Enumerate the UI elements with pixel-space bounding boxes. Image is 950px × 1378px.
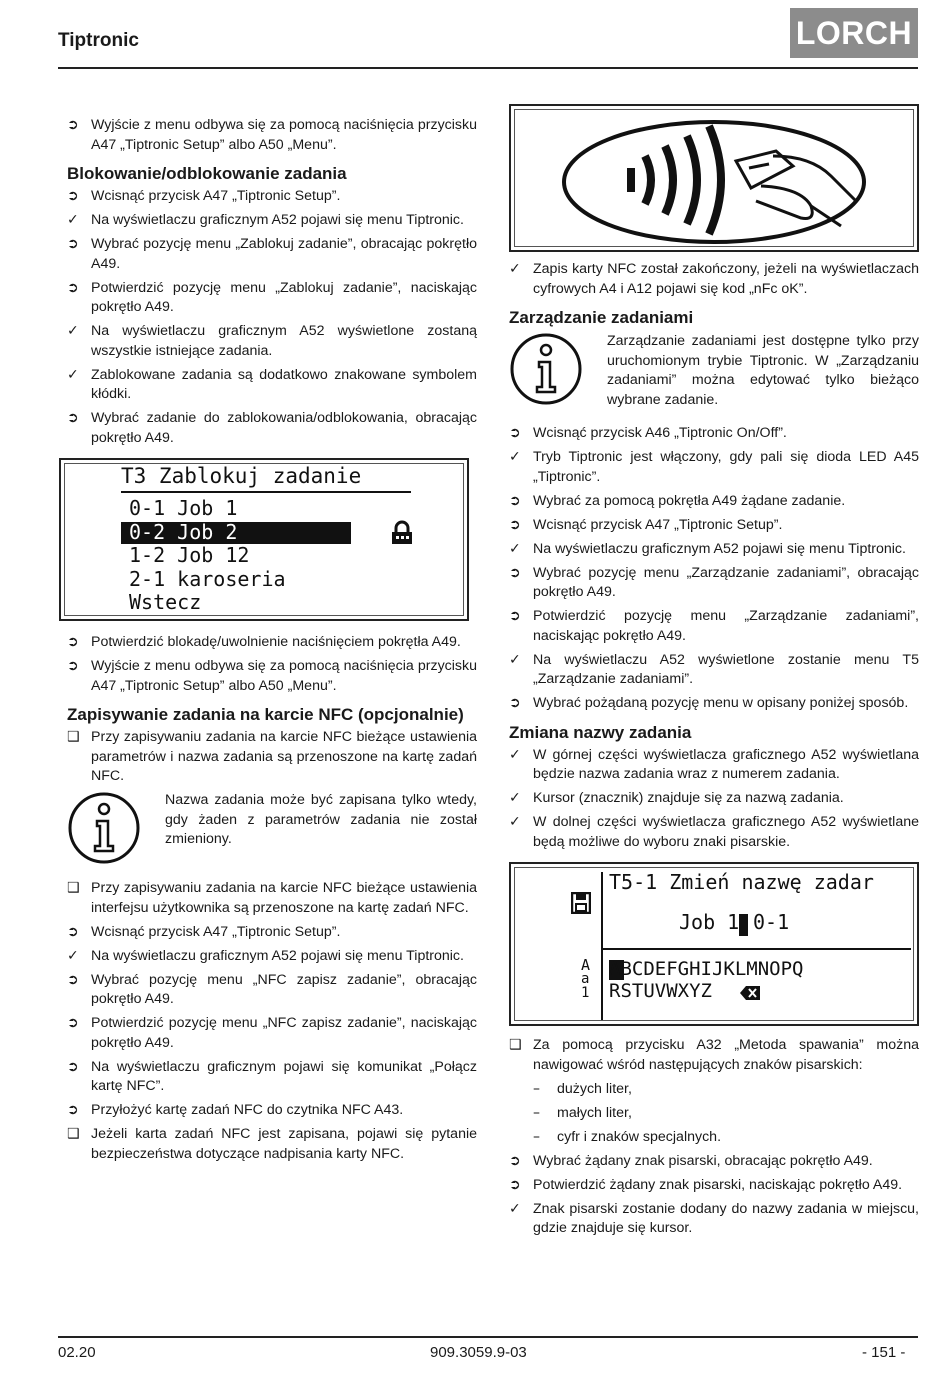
checkmark-icon: ✓ (67, 212, 79, 228)
list-item-text: Wybrać zadanie do zablokowania/odblokowania, obracając pokrętło A49. (91, 410, 477, 446)
info-icon (509, 332, 583, 406)
list-item-text: dużych liter, (557, 1080, 632, 1097)
list-item (509, 424, 919, 444)
step-list (509, 260, 919, 299)
list-item-text: Znak pisarski zostanie dodany do nazwy zadania w miejscu, gdzie znajduje się kursor. (533, 1200, 919, 1236)
list-item-text: Kursor (znacznik) znajduje się za nazwą zadania. (533, 790, 844, 806)
list-item-text: Wcisnąć przycisk A47 „Tiptronic Setup”. (533, 516, 783, 533)
list-item (509, 651, 919, 690)
arrow-icon: ➲ (67, 188, 79, 204)
checkmark-icon: ✓ (509, 790, 521, 806)
list-item (509, 746, 919, 785)
page-header-title: Tiptronic (58, 30, 139, 51)
step-list (509, 746, 919, 853)
list-item (509, 1104, 919, 1124)
list-item (67, 971, 477, 1010)
lcd-task-number: 0-1 (753, 910, 790, 934)
info-text: Nazwa zadania może być zapisana tylko wtedy, gdy żaden z parametrów zadania nie został zmieniony. (165, 792, 477, 847)
lcd-task-row: 1-2 Job 12 (129, 543, 250, 567)
list-item-text: Wybrać pożądaną pozycję menu w opisany poniżej sposób. (533, 695, 909, 711)
info-text: Zarządzanie zadaniami jest dostępne tylko przy uruchomionym trybie Tiptronic. W „Zarządzaniu zadaniami” można edytować tylko bieżąco wybrane zadanie. (607, 333, 919, 408)
list-item-text: Na wyświetlaczu graficznym A52 pojawi się menu Tiptronic. (91, 947, 464, 964)
lcd-charset-row: RSTUVWXYZ (609, 980, 712, 1002)
list-item (67, 409, 477, 448)
list-item (67, 279, 477, 318)
list-item-text: Zapis karty NFC został zakończony, jeżeli na wyświetlaczach cyfrowych A4 i A12 pojawi się kod „nFc oK”. (533, 261, 919, 297)
left-column (67, 116, 477, 1169)
arrow-icon: ➲ (509, 564, 521, 581)
lcd-side-label: a (581, 971, 590, 987)
checkmark-icon: ✓ (509, 814, 521, 830)
checkmark-icon: ✓ (67, 366, 79, 383)
checkmark-icon: ✓ (509, 746, 521, 763)
save-icon (571, 892, 591, 914)
list-item-text: Na wyświetlaczu graficznym A52 pojawi się menu Tiptronic. (91, 212, 464, 228)
lcd-title: T3 Zablokuj zadanie (121, 464, 362, 488)
list-item (67, 366, 477, 405)
checkmark-icon: ✓ (509, 540, 521, 557)
list-item-text: Wcisnąć przycisk A47 „Tiptronic Setup”. (91, 923, 341, 940)
list-item-text: Wybrać pozycję menu „NFC zapisz zadanie”, obracając pokrętło A49. (91, 971, 477, 1007)
list-item (67, 1101, 477, 1121)
list-item (67, 947, 477, 967)
list-item (509, 1200, 919, 1239)
list-item-text: Potwierdzić pozycję menu „Zablokuj zadanie”, naciskając pokrętło A49. (91, 279, 477, 315)
step-list (67, 187, 477, 448)
nfc-card-illustration (509, 104, 919, 252)
nfc-icon (511, 106, 917, 250)
list-item (67, 1058, 477, 1097)
list-item (509, 813, 919, 852)
footer-document-code: 909.3059.9-03 (430, 1344, 527, 1361)
lcd-screen-lock-tasks (59, 458, 469, 621)
list-item-text: Wybrać pozycję menu „Zablokuj zadanie”, obracając pokrętło A49. (91, 236, 477, 272)
arrow-icon: ➲ (67, 1015, 79, 1031)
section-heading: Zmiana nazwy zadania (509, 722, 692, 742)
list-item (509, 448, 919, 487)
checkbox-icon: ❑ (67, 1126, 80, 1142)
list-item: ➲ Wyjście z menu odbywa się za pomocą naciśnięcia przycisku A47 „Tiptronic Setup” albo A50 „Menu”. (67, 117, 477, 153)
list-item (509, 1036, 919, 1075)
list-item-text: Przy zapisywaniu zadania na karcie NFC bieżące ustawienia parametrów i nazwa zadania są przenoszone na kartę zadań NFC. (91, 729, 477, 784)
list-item-text: Jeżeli karta zadań NFC jest zapisana, pojawi się pytanie bezpieczeństwa dotyczące nadpisania karty NFC. (91, 1126, 477, 1162)
list-item (509, 492, 919, 512)
dash-bullet: – (533, 1080, 540, 1097)
section-heading: Blokowanie/odblokowanie zadania (67, 164, 347, 183)
info-note (67, 791, 477, 869)
list-item (67, 728, 477, 787)
lcd-title: T5-1 Zmień nazwę zadar (609, 870, 874, 894)
list-item (67, 1125, 477, 1164)
list-item-text: Potwierdzić pozycję menu „NFC zapisz zadanie”, naciskając pokrętło A49. (91, 1015, 477, 1051)
footer-page-number: - 151 - (862, 1344, 906, 1361)
list-item (67, 187, 477, 207)
arrow-icon: ➲ (67, 279, 79, 296)
list-item-text: cyfr i znaków specjalnych. (557, 1128, 722, 1145)
checkmark-icon: ✓ (509, 1200, 521, 1217)
list-item-text: Wybrać żądany znak pisarski, obracając pokrętło A49. (533, 1152, 873, 1169)
checkmark-icon: ✓ (67, 323, 79, 339)
list-item-text: Zablokowane zadania są dodatkowo znakowane symbolem kłódki. (91, 366, 477, 402)
lcd-task-row: 0-2 Job 2 (129, 519, 238, 544)
checkmark-icon: ✓ (509, 261, 521, 277)
arrow-icon: ➲ (67, 236, 79, 252)
header-rule (58, 67, 918, 69)
list-item-text: Tryb Tiptronic jest włączony, gdy pali się dioda LED A45 „Tiptronic”. (533, 449, 919, 485)
list-item (67, 211, 477, 231)
lcd-title-underline (121, 491, 411, 493)
checkbox-icon: ❑ (67, 729, 80, 745)
list-item-text: Potwierdzić blokadę/uwolnienie naciśnięciem pokrętła A49. (91, 634, 461, 650)
arrow-icon: ➲ (509, 492, 521, 509)
list-item-text: Wcisnąć przycisk A46 „Tiptronic On/Off”. (533, 425, 787, 441)
arrow-icon: ➲ (509, 695, 521, 711)
lcd-charset-row: ABCDEFGHIJKLMNOPQ (609, 958, 804, 980)
arrow-icon: ➲ (67, 658, 79, 674)
arrow-icon: ➲ (509, 516, 521, 533)
list-item (67, 322, 477, 361)
list-item-text: W górnej części wyświetlacza graficznego A52 wyświetlana będzie nazwa zadania wraz z numerem zadania. (533, 746, 919, 782)
step-list (67, 879, 477, 1164)
arrow-icon: ➲ (509, 1176, 521, 1193)
lcd-task-row: 0-1 Job 1 (129, 496, 238, 520)
list-item-text: Wyjście z menu odbywa się za pomocą naciśnięcia przycisku A47 „Tiptronic Setup” albo A50 „Menu”. (91, 658, 477, 694)
list-item-text: Na wyświetlaczu graficznym A52 wyświetlone zostaną wszystkie istniejące zadania. (91, 323, 477, 359)
list-item (509, 789, 919, 809)
list-item (509, 1152, 919, 1172)
checkmark-icon: ✓ (67, 947, 79, 964)
lcd-divider (601, 948, 911, 950)
list-item-text: Za pomocą przycisku A32 „Metoda spawania” można nawigować wśród następujących znaków pisarskich: (533, 1037, 919, 1073)
list-item (509, 1176, 919, 1196)
text-cursor (739, 914, 748, 936)
step-list (67, 633, 477, 696)
arrow-icon: ➲ (67, 634, 79, 650)
lcd-task-row: 2-1 karoseria (129, 566, 286, 591)
checkbox-icon: ❑ (67, 880, 80, 896)
list-item-text: Wcisnąć przycisk A47 „Tiptronic Setup”. (91, 188, 341, 204)
info-icon (67, 791, 141, 865)
info-note (509, 332, 919, 410)
arrow-icon: ➲ (509, 425, 521, 441)
step-list (67, 728, 477, 787)
list-item (509, 694, 919, 714)
list-item (509, 260, 919, 299)
padlock-icon (389, 520, 415, 546)
list-item-text: Na wyświetlaczu A52 wyświetlone zostanie menu T5 „Zarządzanie zadaniami”. (533, 651, 919, 687)
list-item (509, 1128, 919, 1148)
list-item (67, 633, 477, 653)
list-item-text: Potwierdzić pozycję menu „Zarządzanie zadaniami”, naciskając pokrętło A49. (533, 608, 919, 644)
section-heading: Zapisywanie zadania na karcie NFC (opcjonalnie) (67, 705, 464, 724)
checkbox-icon: ❑ (509, 1037, 522, 1053)
lcd-side-label: 1 (581, 985, 590, 1001)
list-item (509, 516, 919, 536)
list-item-text: Przy zapisywaniu zadania na karcie NFC bieżące ustawienia interfejsu użytkownika są przenoszone na kartę zadań NFC. (91, 880, 477, 916)
list-item-text: Na wyświetlaczu graficznym pojawi się komunikat „Połącz kartę NFC”. (91, 1058, 477, 1094)
right-column (509, 104, 919, 1243)
list-item-text: małych liter, (557, 1104, 632, 1121)
lcd-screen-rename-task (509, 862, 919, 1026)
list-item (67, 879, 477, 918)
list-item (67, 657, 477, 696)
list-item (509, 540, 919, 560)
arrow-icon: ➲ (67, 1102, 79, 1118)
list-item (67, 1014, 477, 1053)
lcd-task-name: Job 1 (679, 910, 740, 934)
arrow-icon: ➲ (509, 608, 521, 624)
backspace-icon (739, 985, 761, 1001)
list-item-text: Przyłożyć kartę zadań NFC do czytnika NFC A43. (91, 1102, 404, 1118)
arrow-icon: ➲ (67, 923, 79, 940)
arrow-icon: ➲ (509, 1152, 521, 1169)
arrow-icon: ➲ (67, 1058, 79, 1075)
list-item (67, 235, 477, 274)
lcd-side-label: A (581, 956, 591, 974)
step-list (509, 1036, 919, 1239)
list-item-text: Na wyświetlaczu graficznym A52 pojawi się menu Tiptronic. (533, 540, 906, 557)
checkmark-icon: ✓ (509, 651, 521, 668)
lcd-task-row: Wstecz (129, 590, 202, 614)
list-item-text: W dolnej części wyświetlacza graficznego A52 wyświetlane będą możliwe do wyboru znaki pisarskie. (533, 814, 919, 850)
list-item (509, 1080, 919, 1100)
dash-bullet: – (533, 1128, 540, 1145)
list-item (509, 607, 919, 646)
lcd-divider (601, 872, 603, 1020)
checkmark-icon: ✓ (509, 449, 521, 465)
list-item (509, 564, 919, 603)
dash-bullet: – (533, 1104, 540, 1121)
footer-date: 02.20 (58, 1344, 96, 1361)
arrow-icon: ➲ (67, 410, 79, 426)
brand-logo: LORCH (790, 8, 918, 58)
list-item-text: Potwierdzić żądany znak pisarski, naciskając pokrętło A49. (533, 1176, 903, 1193)
footer-rule (58, 1336, 918, 1338)
list-item (67, 923, 477, 943)
step-list (509, 424, 919, 714)
list-item-text: Wybrać za pomocą pokrętła A49 żądane zadanie. (533, 492, 846, 509)
arrow-icon: ➲ (67, 971, 79, 988)
section-heading: Zarządzanie zadaniami (509, 308, 694, 327)
list-item-text: Wybrać pozycję menu „Zarządzanie zadaniami”, obracając pokrętło A49. (533, 564, 919, 600)
